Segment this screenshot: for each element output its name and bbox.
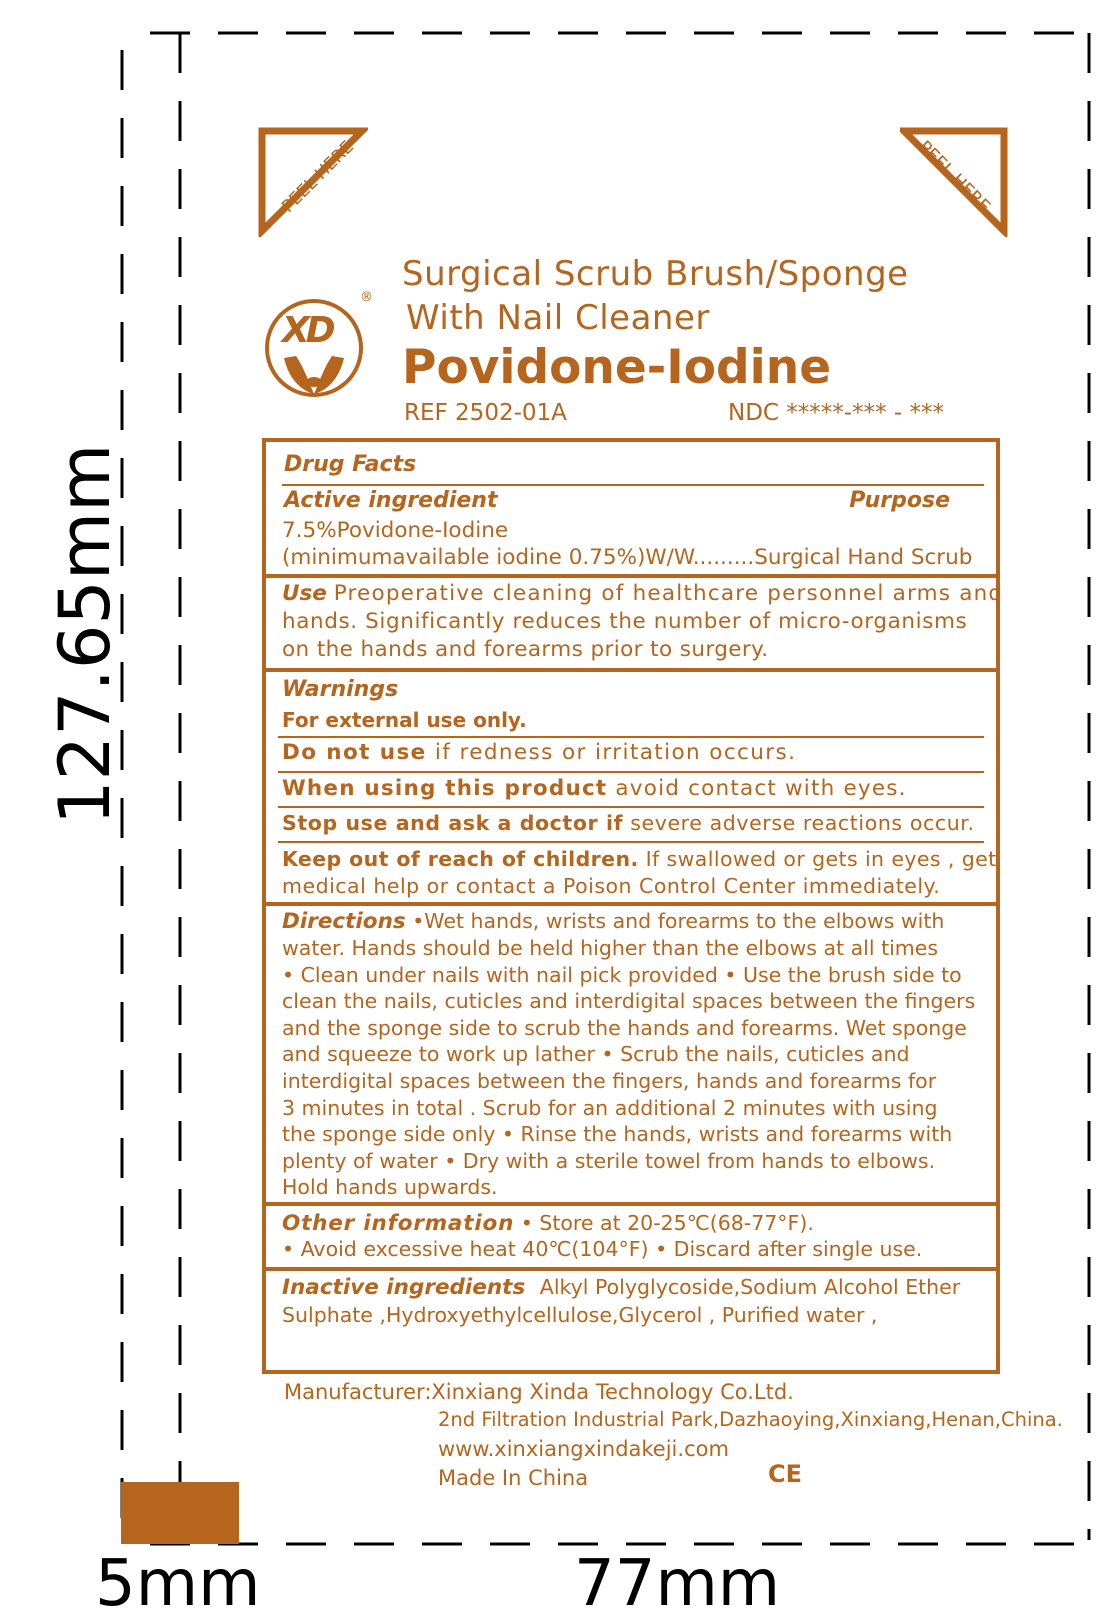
ce-mark: CE [768,1460,803,1488]
warning-when-using: When using this product avoid contact with eyes. [282,776,907,801]
registered-mark: ® [360,290,373,305]
directions-line: interdigital spaces between the fingers, hands and forearms for [282,1069,937,1093]
use-heading: Use [282,581,327,606]
made-in: Made In China [438,1466,589,1490]
inactive-ingredients-line1: Inactive ingredients Alkyl Polyglycoside,Sodium Alcohol Ether [282,1275,961,1300]
purpose-heading: Purpose [849,488,950,513]
ref-number: REF 2502-01A [404,400,567,426]
active-ingredient-line2: (minimumavailable iodine 0.75%)W/W.........Surgical Hand Scrub [282,545,973,570]
product-title-line2: With Nail Cleaner [406,298,710,338]
margin-swatch [121,1482,239,1544]
warning-keep-out-line2: medical help or contact a Poison Control Center immediately. [282,874,941,898]
manufacturer: Manufacturer:Xinxiang Xinda Technology Co.Ltd. [284,1380,794,1404]
manufacturer-address: 2nd Filtration Industrial Park,Dazhaoying,Xinxiang,Henan,China. [438,1408,1063,1431]
active-ingredient-heading: Active ingredient [284,488,498,513]
active-ingredient-line1: 7.5%Povidone-Iodine [282,518,509,543]
height-dimension: 127.65mm [44,443,126,825]
warning-stop-use: Stop use and ask a doctor if severe adverse reactions occur. [282,811,975,835]
other-information-line1: Other information • Store at 20-25℃(68-77°F). [282,1211,814,1236]
peel-here-left-label: PEEL HERE [278,137,358,217]
warning-do-not-use: Do not use if redness or irritation occurs. [282,740,797,765]
inactive-ingredients-heading: Inactive ingredients [282,1275,526,1300]
directions-line: the sponge side only • Rinse the hands, wrists and forearms with [282,1122,953,1147]
ndc-number: NDC *****-*** - *** [728,400,945,426]
inactive-ingredients-line2: Sulphate ,Hydroxyethylcellulose,Glycerol , Purified water , [282,1303,878,1327]
warning-keep-out: Keep out of reach of children. If swallowed or gets in eyes , get [282,847,997,871]
drug-facts-panel [262,438,1004,1374]
width-dimension: 77mm [574,1547,781,1621]
directions-line: clean the nails, cuticles and interdigital spaces between the fingers [282,989,976,1014]
directions-line: 3 minutes in total . Scrub for an additional 2 minutes with using [282,1095,938,1120]
use-line1: Use Preoperative cleaning of healthcare personnel arms and [282,581,1004,606]
directions-line: and the sponge side to scrub the hands and forearms. Wet sponge [282,1015,967,1040]
directions-line: and squeeze to work up lather • Scrub the nails, cuticles and [282,1042,910,1067]
website: www.xinxiangxindakeji.com [438,1437,729,1461]
directions-last-line: Hold hands upwards. [282,1175,498,1199]
use-line2: hands. Significantly reduces the number of micro-organisms [282,609,968,634]
warning-external: For external use only. [282,708,527,732]
drug-facts-heading: Drug Facts [284,452,417,477]
peel-here-right-label: PEEL HERE [914,137,994,217]
margin-dimension: 5mm [95,1547,261,1621]
directions-heading: Directions [282,909,406,934]
other-information-heading: Other information [282,1211,515,1236]
warnings-heading: Warnings [282,677,399,702]
directions-line: • Clean under nails with nail pick provided • Use the brush side to [282,962,962,987]
directions-line1: Directions •Wet hands, wrists and forearms to the elbows with [282,909,945,934]
product-name: Povidone-Iodine [402,340,832,395]
use-line3: on the hands and forearms prior to surgery. [282,637,769,662]
logo-letters: XD [282,310,332,351]
directions-line: water. Hands should be held higher than the elbows at all times [282,936,939,960]
product-title-line1: Surgical Scrub Brush/Sponge [402,254,909,294]
directions-line: plenty of water • Dry with a sterile towel from hands to elbows. [282,1148,936,1173]
other-information-line2: • Avoid excessive heat 40℃(104°F) • Discard after single use. [282,1237,923,1261]
